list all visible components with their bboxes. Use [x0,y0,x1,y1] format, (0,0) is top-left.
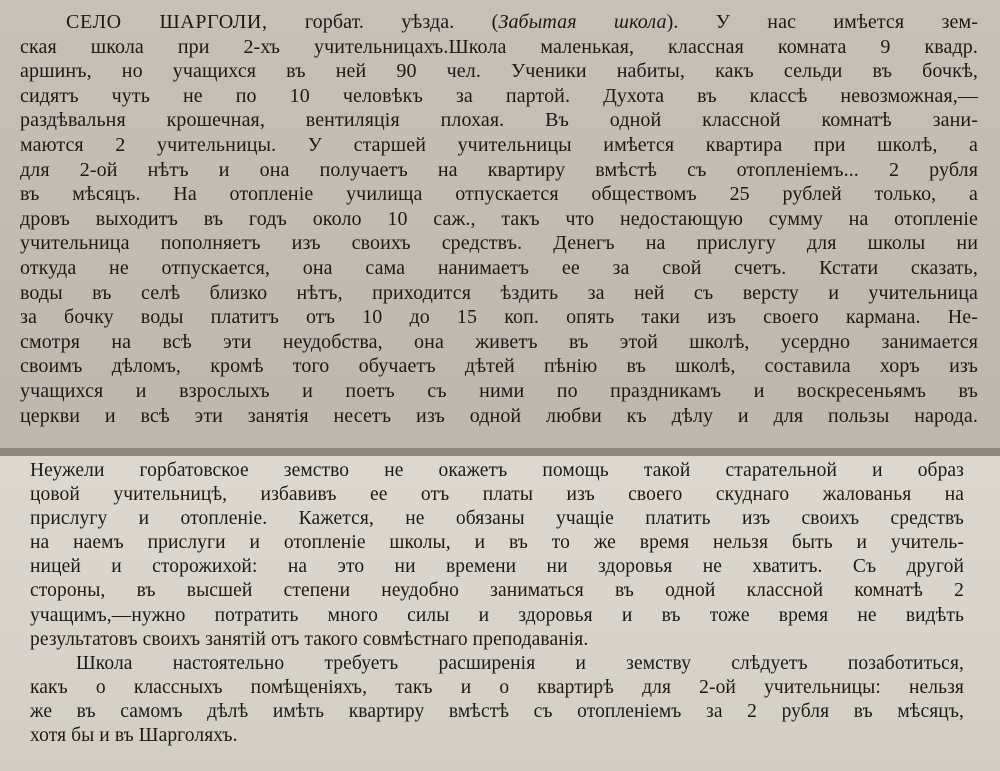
article-heading-place: горбат. уѣзда. ( [267,11,499,33]
article-line: раздѣвальня крошечная, вентиляція плохая. Въ одной классной комнатѣ зани- [20,109,978,132]
article-line: Неужели горбатовское земство не окажетъ помощь такой старательной и образ [30,460,964,481]
article-line: какъ о классныхъ помѣщеніяхъ, такъ и о квартирѣ для 2-ой учительницы: нельзя [30,676,964,698]
article-line: хотя бы и въ Шарголяхъ. [30,725,238,747]
article-line: ская школа при 2-хъ учительницахъ.Школа маленькая, классная комната 9 квадр. [20,35,978,58]
article-subtitle: Забытая школа [498,11,667,33]
article-line: учащихся и взрослыхъ и поетъ съ ними по праздникамъ и воскресеньямъ въ [20,379,978,402]
article-paragraph-1 [30,459,964,652]
article-line-text: ). У нас имѣется зем- [666,11,978,33]
article-line: результатовъ своихъ занятій отъ такого совмѣстнаго преподаванія. [30,628,589,650]
article-line: въ мѣсяцъ. На отопленіе училища отпускается обществомъ 25 рублей только, а [20,183,978,206]
article-line: своимъ дѣломъ, кромѣ того обучаетъ дѣтей пѣнію въ школѣ, составила хоръ изъ [20,355,978,378]
article-line: за бочку воды платитъ отъ 10 до 15 коп. опять таки изъ своего кармана. Не- [20,306,978,329]
article-paragraph-top [20,10,978,428]
article-line: учащимъ,—нужно потратить много силы и здоровья и въ тоже время не видѣть [30,604,964,626]
article-line: прислугу и отопленіе. Кажется, не обязаны учащіе платить изъ своихъ средствъ [30,508,964,530]
article-line: сидятъ чуть не по 10 человѣкъ за партой. Духота въ классѣ невозможная,— [20,84,978,107]
article-line: откуда не отпускается, она сама нанимаетъ ее за свой счетъ. Кстати сказать, [20,256,978,279]
article-line: учительница пополняетъ изъ своихъ средствъ. Денегъ на прислугу для школы ни [20,232,978,255]
article-line: церкви и всѣ эти занятія несетъ изъ одной любви къ дѣлу и для пользы народа. [20,404,978,427]
article-line: ницей и сторожихой: на это ни времени ни здоровья не хватитъ. Съ другой [30,556,964,578]
article-line: дровъ выходитъ въ годъ около 10 саж., такъ что недостающую сумму на отопленіе [20,207,978,230]
clipping-bottom [0,456,1000,771]
article-line: на наемъ прислуги и отопленіе школы, и въ то же время нельзя быть и учитель- [30,532,964,554]
article-paragraph-2 [30,652,964,748]
clipping-divider [0,448,1000,456]
article-line: воды въ селѣ близко нѣтъ, приходится ѣздить за ней съ версту и учительница [20,281,978,304]
article-line: для 2-ой нѣтъ и она получаетъ на квартиру вмѣстѣ съ отопленіемъ... 2 рубля [20,158,978,181]
article-line: цовой учительницѣ, избавивъ ее отъ платы изъ своего скуднаго жалованья на [30,484,964,506]
article-line: аршинъ, но учащихся въ ней 90 чел. Ученики набиты, какъ сельди въ бочкѣ, [20,60,978,83]
article-line: Школа настоятельно требуетъ расширенія и земству слѣдуетъ позаботиться, [76,652,964,674]
article-first-line [20,10,978,35]
article-line: же въ самомъ дѣлѣ имѣть квартиру вмѣстѣ съ отопленіемъ за 2 рубля въ мѣсяцъ, [30,700,964,722]
article-line: стороны, въ высшей степени неудобно заниматься въ одной классной комнатѣ 2 [30,580,964,602]
article-line: маются 2 учительницы. У старшей учительницы имѣется квартира при школѣ, а [20,133,978,156]
article-line: смотря на всѣ эти неудобства, она живетъ въ этой школѣ, усердно занимается [20,330,978,353]
article-heading: СЕЛО ШАРГОЛИ, [66,11,268,33]
